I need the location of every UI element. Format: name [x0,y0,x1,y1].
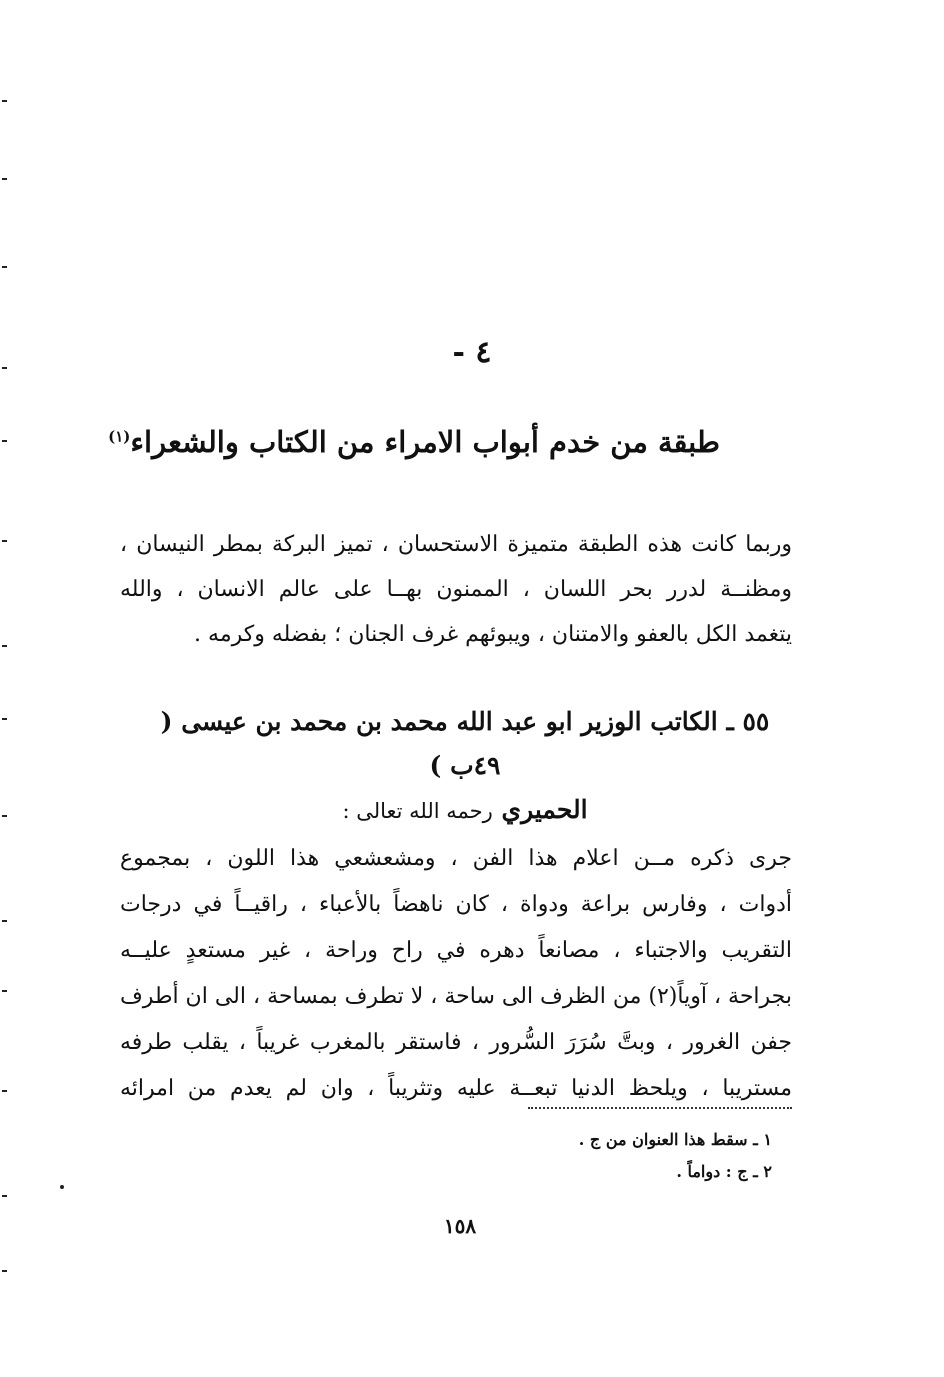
scan-margin-mark [2,920,7,922]
scan-margin-mark [2,645,7,647]
footnote-separator [528,1107,792,1109]
footnote: ١ ـ سقط هذا العنوان من ج . [578,1130,772,1149]
intro-line: يتغمد الكل بالعفو والامتنان ، ويبوئهم غرف الجنان ؛ بفضله وكرمه . [194,622,792,647]
footnote-marker: (١) [108,427,131,446]
section-number: ٤ - [452,335,492,370]
entry-heading [150,700,780,833]
entry-body [120,836,792,1112]
scan-margin-mark [2,1270,7,1272]
body-line: التقريب والاجتباء ، مصانعاً دهره في راح وراحة ، غير مستعدٍ عليــه [120,938,792,963]
body-line: بجراحة ، آوياً(٢) من الظرف الى ساحة ، لا تطرف بمساحة ، الى ان أطرف [120,984,792,1009]
scan-margin-mark [2,178,7,180]
footnotes [420,1124,772,1188]
intro-line: وربما كانت هذه الطبقة متميزة الاستحسان ، تميز البركة بمطر النيسان ، [120,532,792,557]
intro-paragraph [120,522,792,657]
scan-speck [60,1185,64,1189]
scan-margin-mark [2,440,7,442]
entry-heading-name: الحميري [501,795,588,824]
chapter-title [108,425,720,459]
entry-heading-line [150,788,780,833]
scan-margin-mark [2,1195,7,1197]
entry-heading-line: ٥٥ ـ الكاتب الوزير ابو عبد الله محمد بن محمد بن عيسى ( ٤٩ب ) [160,707,770,780]
scan-margin-mark [2,100,7,102]
intro-line: ومظنــة لدرر بحر اللسان ، الممنون بهــا على عالم الانسان ، والله [120,577,792,602]
body-line: جرى ذكره مــن اعلام هذا الفن ، ومشعشعي هذا اللون ، بمجموع [120,846,792,871]
body-line: جفن الغرور ، وبتَّ سُرَرَ السُّرور ، فاستقر بالمغرب غريباً ، يقلب طرفه [120,1030,792,1055]
scan-margin-mark [2,718,7,720]
scan-margin-mark [2,1090,7,1092]
body-line: مستريبا ، ويلحظ الدنيا تبعــة عليه وتثريباً ، وان لم يعدم من امرائه [120,1076,792,1101]
body-line: أدوات ، وفارس براعة ودواة ، كان ناهضاً بالأعباء ، راقيــاً في درجات [120,892,792,917]
page-number: ١٥٨ [443,1214,477,1238]
scan-margin-mark [2,815,7,817]
entry-heading-blessing: رحمه الله تعالى : [342,799,493,823]
chapter-title-text: طبقة من خدم أبواب الامراء من الكتاب والشعراء [130,425,720,459]
footnote: ٢ ـ ج : دواماً . [676,1162,772,1181]
scan-margin-mark [2,540,7,542]
scan-margin-mark [2,266,7,268]
scan-margin-mark [2,990,7,992]
